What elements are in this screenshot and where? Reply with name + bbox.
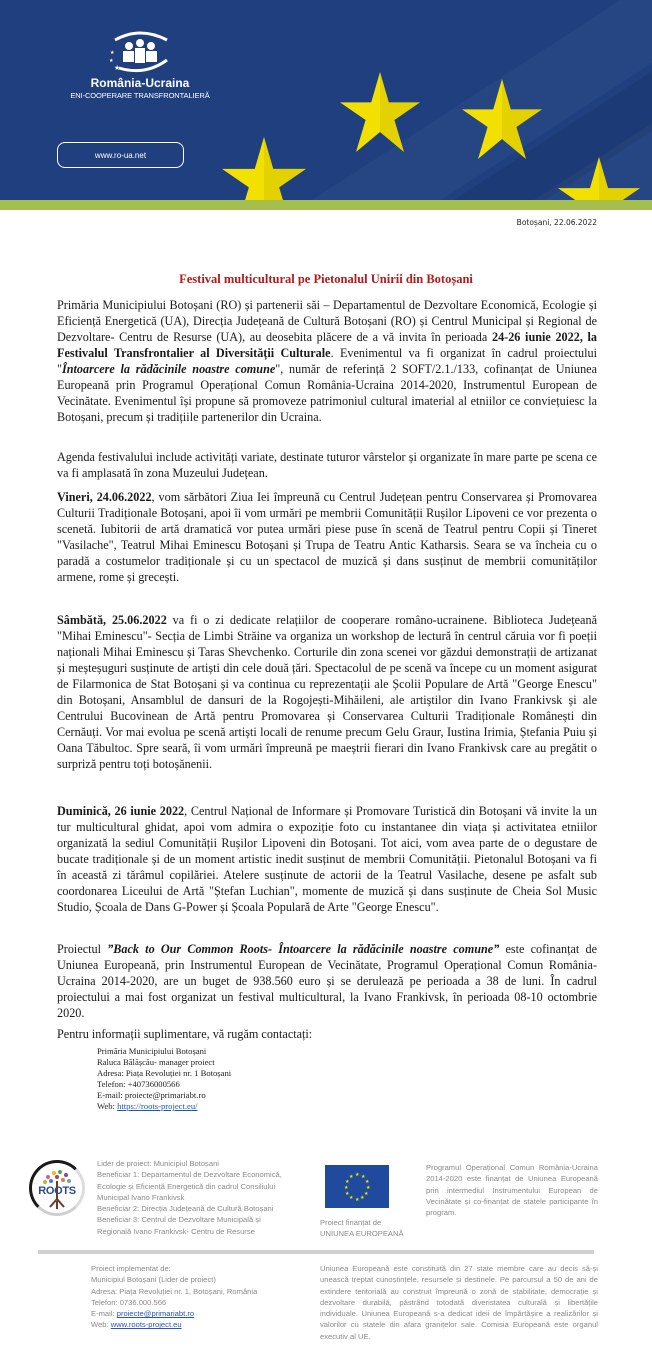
svg-text:★: ★ bbox=[366, 1186, 371, 1191]
eu-funding-caption bbox=[320, 1217, 430, 1240]
day-label: Duminică, 26 iunie 2022 bbox=[57, 804, 185, 818]
eu-caption-line: Proiect finanțat de bbox=[320, 1218, 382, 1227]
event-dates-bold: 24-26 iunie 2022, la Festivalul Transfrontalier al Diversității Culturale bbox=[57, 330, 597, 360]
text: este cofinanțat de Uniunea Europeană, prin Instrumentul European de Vecinătate, Programul Operațional Comun România-Ucraina 2014-2020, are un buget de 938.560 euro și se derulează pe perioada a 38 de luni. În cadrul proiectului a mai fost organizat un festival multicultural, la Ivano Frankivsk, în perioada 08-10 octombrie 2020. bbox=[57, 942, 597, 1020]
contact-email: E-mail: proiecte@primariabt.ro bbox=[97, 1090, 206, 1100]
svg-text:★: ★ bbox=[349, 1196, 354, 1201]
brand-tagline: ENI-COOPERARE TRANSFRONTALIERĂ bbox=[70, 91, 210, 100]
paragraph-saturday bbox=[57, 612, 597, 772]
day-label: Vineri, 24.06.2022 bbox=[57, 490, 152, 504]
paragraph-friday bbox=[57, 489, 597, 585]
svg-text:★: ★ bbox=[365, 1180, 370, 1185]
eu-star-icon bbox=[340, 68, 420, 156]
day-label: Sâmbătă, 25.06.2022 bbox=[57, 613, 167, 627]
contact-block bbox=[97, 1046, 231, 1112]
text: Primăria Municipiului Botoșani (RO) și partenerii săi – Departamentul de Dezvoltare Economică, Ecologie și Eficiență Energetică (UA), Direcția Județeană de Cultură Botoșani (RO) și Centrul Municipal și Regional de Dezvoltare- Centru de Resurse (UA), au deosebita plăcere de a vă invita în perioada bbox=[57, 298, 597, 344]
implementer-heading: Proiect implementat de: bbox=[91, 1264, 171, 1273]
eu-star-icon bbox=[462, 75, 542, 163]
implementer-web bbox=[91, 1319, 306, 1330]
text: va fi o zi dedicate relațiilor de cooperare româno-ucrainene. Biblioteca Județeană "Mihai Eminescu"- Secția de Limbi Străine va organiza un workshop de lectură în centrul căruia vor fi poeții naționali Mihai Eminescu și Taras Shevchenko. Corturile din zona scenei vor găzdui demonstrații de artizanat și meșteșuguri susținute de artiști din cele două țări. Spectacolul de pe scenă va începe cu un moment asigurat de Filarmonica de Stat Botoșani și va continua cu reprezentații ale Școlii Populare de Artă "George Enescu" din Botoșani, Ansamblul de dansuri de la Rogojești-Mihăileni, ale artiștilor din Ivano Frankivsk și ale Centrului Bucovinean de Artă pentru Promovarea și Conservarea Culturii Tradiționale Românești din Cernăuți. Vor mai evolua pe scenă artiști locali de renume precum Gelu Graur, Iustina Irimia, Ștefania Puiu și Oana Tăbultoc. Spre seară, îi vom urmări împreună pe maeștrii fierari din Ivano Frankivsk care au pregătit o surpriză pentru toți botoșănenii. bbox=[57, 613, 597, 771]
eu-caption-line: UNIUNEA EUROPEANĂ bbox=[320, 1229, 404, 1239]
web-link[interactable]: https://roots-project.eu/ bbox=[117, 1101, 198, 1111]
partner-item: Lider de proiect: Municipiul Botoșani bbox=[97, 1159, 219, 1168]
email-label: E-mail: bbox=[91, 1309, 117, 1319]
contact-phone: Telefon: +40736000566 bbox=[97, 1079, 180, 1089]
text: Pentru informații suplimentare, vă rugăm contactați: bbox=[57, 1027, 313, 1041]
implementer-block bbox=[91, 1263, 306, 1331]
svg-text:★: ★ bbox=[345, 1180, 350, 1185]
romania-ucraina-logo bbox=[50, 30, 230, 100]
contact-org: Primăria Municipiului Botoșani bbox=[97, 1046, 207, 1056]
implementer-email bbox=[91, 1308, 306, 1319]
text: , Centrul Național de Informare și Promovare Turistică din Botoșani vă invite la un tur multicultural ghidat, apoi vom admira o expoziție foto cu instantanee din viața și activitatea etniilor organizată la sediul Comunității Rușilor Lipoveni din Botoșani. Tot aici, vom avea parte de o degustare de bucate tradiționale și de un moment artistic inedit susținut de membrii Comunității. Pietonalul Botoșani va fi în această zi tărâmul copilăriei. Atelere susținute de actorii de la Teatrul Vasilache, desene pe asfalt sub coordonarea Liceului de Artă "Ștefan Luchian", momente de muzică și dans susținute de Cheia Sol Music Studio, Școala de Dans G-Power și Școala Populară de Arte "George Enescu". bbox=[57, 804, 597, 914]
svg-text:★: ★ bbox=[355, 1173, 360, 1178]
eu-flag-icon bbox=[325, 1165, 389, 1208]
svg-text:★: ★ bbox=[361, 1175, 366, 1180]
project-name-bold-italic: ”Back to Our Common Roots- Întoarcere la rădăcinile noastre comune” bbox=[107, 942, 500, 956]
roots-logo-text: ROOTS bbox=[38, 1185, 76, 1197]
text: Proiectul bbox=[57, 942, 108, 956]
svg-text:★: ★ bbox=[109, 59, 114, 64]
partners-list bbox=[97, 1158, 297, 1237]
roots-logo bbox=[29, 1160, 85, 1216]
svg-text:★: ★ bbox=[114, 64, 121, 72]
svg-text:★: ★ bbox=[345, 1192, 350, 1197]
svg-text:★: ★ bbox=[360, 1196, 365, 1201]
paragraph-contact-intro bbox=[57, 1026, 597, 1042]
partner-item: Beneficiar 3: Centrul de Dezvoltare Municipală și Regională Ivano Frankivsk- Centru de Resurse bbox=[97, 1215, 261, 1236]
partner-item: Beneficiar 2: Direcția Județeană de Cultură Botoșani bbox=[97, 1204, 274, 1214]
svg-text:★: ★ bbox=[349, 1175, 354, 1180]
document-title: Festival multicultural pe Pietonalul Unirii din Botoșani bbox=[179, 272, 473, 286]
programme-text: Programul Operațional Comun România-Ucraina 2014-2020 este finanțat de Uniunea Europeană prin intermediul Instrumentului European de Vecinătate și co-finanțat de statele participante în program. bbox=[426, 1163, 598, 1218]
email-link[interactable]: proiecte@primariabt.ro bbox=[116, 1309, 195, 1319]
text: , vom sărbători Ziua Iei împreună cu Centrul Județean pentru Conservarea și Promovarea Culturii Tradiționale Botoșani, apoi îi vom urmări pe membrii Comunității Rușilor Lipoveni ce vor prezenta o scenetă. Iubitorii de artă dramatică vor putea urmări piese puse în scenă de Teatrul pentru Copii și Tineret "Vasilache", Teatrul Mihai Eminescu Botoșani și Trupa de Teatru Antic Katharsis. Seara se va încheia cu o paradă a costumelor tradiționale și cu un spectacol de muzică și dans susținut de membrii comunităților armene, rome și grecești. bbox=[57, 490, 598, 584]
website-link-button[interactable]: www.ro-ua.net bbox=[57, 142, 184, 168]
contact-person: Raluca Bălășcău- manager proiect bbox=[97, 1057, 215, 1067]
web-label: Web: bbox=[91, 1320, 111, 1330]
eu-star-icon bbox=[558, 150, 640, 200]
text: Agenda festivalului include activități variate, destinate tuturor vârstelor și organizate în mare parte pe scena ce va fi amplasată în zona Muzeului Județean. bbox=[57, 450, 597, 480]
footer-divider bbox=[38, 1250, 594, 1254]
paragraph-agenda bbox=[57, 449, 597, 481]
paragraph-intro bbox=[57, 297, 597, 425]
svg-text:★: ★ bbox=[110, 51, 115, 56]
document-date: Botoșani, 22.06.2022 bbox=[516, 218, 597, 227]
contact-web bbox=[97, 1101, 231, 1112]
brand-name: România-Ucraina bbox=[90, 76, 190, 90]
eu-description: Uniunea Europeană este constituită din 27 state membre care au decis să-și unească treptat cunoștințele, resursele și destinele. Pe parcursul a 50 de ani de extindere teritorială au construit împreună o zonă de stabilitate, democrație și dezvoltare durabilă, păstrând totodată diveristatea culturală și libertățile individuale. Uniunea Europeană s-a dedicat ideii de împărtășire a realizărilor și valorilor cu statele din afara granițelor sale. Comisia Europeană este organul executiv al UE. bbox=[320, 1264, 598, 1341]
svg-text:★: ★ bbox=[355, 1198, 360, 1203]
paragraph-project bbox=[57, 941, 597, 1021]
web-label: Web: bbox=[97, 1101, 118, 1111]
project-name-bold-italic: Întoarcere la rădăcinile noastre comune bbox=[61, 362, 276, 376]
svg-text:★: ★ bbox=[364, 1192, 369, 1197]
contact-address: Adresa: Piața Revoluției nr. 1 Botoșani bbox=[97, 1068, 232, 1078]
partner-item: Beneficiar 1: Departamentul de Dezvoltare Economică, Ecologie și Eficiență Energetică din cadrul Consiliului Municipal Ivano Frankivsk bbox=[97, 1170, 282, 1202]
paragraph-sunday bbox=[57, 803, 597, 915]
eu-star-icon bbox=[222, 133, 306, 200]
implementer-address: Adresa: Piața Revoluției nr. 1, Botoșani, România bbox=[91, 1286, 258, 1296]
web-link[interactable]: www.roots-project.eu bbox=[110, 1320, 182, 1330]
text: . Evenimentul va fi organizat în cadrul proiectului " bbox=[57, 346, 597, 376]
svg-text:★: ★ bbox=[344, 1186, 349, 1191]
implementer-phone: Telefon: 0736.000.566 bbox=[91, 1297, 167, 1307]
implementer-org: Municipiul Botoșani (Lider de proiect) bbox=[91, 1275, 216, 1285]
text: ", număr de referință 2 SOFT/2.1./133, cofinanțat de Uniunea Europeană prin Programul Operațional Comun România-Ucraina 2014-2020, Instrumentul European de Vecinătate. Evenimentul își propune să promoveze patrimoniul cultural imaterial al etniilor ce conviețuiesc la Botoșani, precum și tradițiile partenerilor din Ucraina. bbox=[57, 362, 598, 424]
people-logo-icon bbox=[105, 30, 175, 74]
header-banner bbox=[0, 0, 652, 200]
banner-green-band bbox=[0, 200, 652, 210]
